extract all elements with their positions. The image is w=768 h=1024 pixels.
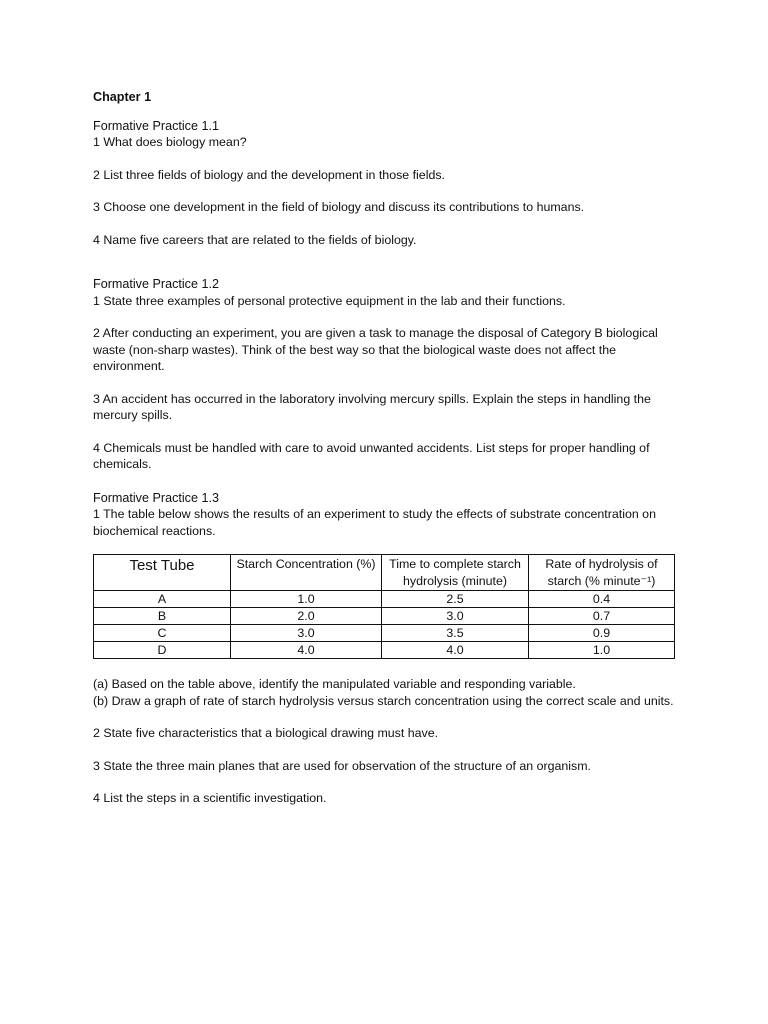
question-1-3-2: 2 State five characteristics that a biological drawing must have. [93, 726, 439, 740]
header-time-to-complete: Time to complete starch hydrolysis (minute) [382, 555, 529, 591]
table-cell: 3.0 [382, 608, 529, 625]
question-1-1-2: 2 List three fields of biology and the development in those fields. [93, 167, 445, 182]
header-rate-of-hydrolysis: Rate of hydrolysis of starch (% minute⁻¹) [529, 555, 675, 591]
table-row [94, 608, 675, 625]
table-cell: 4.0 [382, 642, 529, 659]
question-1-1-3: 3 Choose one development in the field of biology and discuss its contributions to humans. [93, 200, 585, 214]
document-content [93, 89, 683, 807]
table-cell: 3.5 [382, 625, 529, 642]
table-cell: 4.0 [231, 642, 382, 659]
header-test-tube: Test Tube [94, 555, 231, 591]
question-1-2-4: 4 Chemicals must be handled with care to avoid unwanted accidents. List steps for proper handling of chemicals. [93, 440, 650, 471]
table-cell: 0.7 [529, 608, 675, 625]
chapter-title: Chapter 1 [93, 90, 152, 104]
table-cell: 3.0 [231, 625, 382, 642]
section-1-2 [93, 276, 683, 473]
table-cell: 1.0 [231, 591, 382, 608]
table-cell: B [94, 608, 231, 625]
section-title: Formative Practice 1.1 [93, 118, 219, 133]
question-1-3-1a: (a) Based on the table above, identify the manipulated variable and responding variable. [93, 677, 576, 691]
question-1-3-3: 3 State the three main planes that are used for observation of the structure of an organism. [93, 758, 591, 773]
results-table [93, 554, 675, 659]
section-title: Formative Practice 1.2 [93, 277, 219, 291]
table-row [94, 642, 675, 659]
question-1-1-1: 1 What does biology mean? [93, 135, 247, 149]
section-1-3 [93, 490, 683, 807]
question-1-2-1: 1 State three examples of personal protective equipment in the lab and their functions. [93, 293, 566, 308]
table-cell: 1.0 [529, 642, 675, 659]
question-1-3-4: 4 List the steps in a scientific investigation. [93, 791, 327, 805]
header-starch-concentration: Starch Concentration (%) [231, 555, 382, 591]
table-header-row [94, 555, 675, 591]
table-cell: C [94, 625, 231, 642]
table-row [94, 591, 675, 608]
question-1-2-3: 3 An accident has occurred in the laboratory involving mercury spills. Explain the steps in handling the mercury spills. [93, 391, 651, 422]
table-cell: 2.5 [382, 591, 529, 608]
table-row [94, 625, 675, 642]
question-1-3-1: 1 The table below shows the results of an experiment to study the effects of substrate concentration on biochemical reactions. [93, 507, 656, 538]
question-1-1-4: 4 Name five careers that are related to the fields of biology. [93, 232, 417, 247]
section-1-1 [93, 118, 683, 249]
section-title: Formative Practice 1.3 [93, 490, 219, 505]
table-cell: 2.0 [231, 608, 382, 625]
table-cell: 0.4 [529, 591, 675, 608]
question-1-3-1b: (b) Draw a graph of rate of starch hydrolysis versus starch concentration using the correct scale and units. [93, 693, 674, 708]
table-cell: A [94, 591, 231, 608]
question-1-2-2: 2 After conducting an experiment, you are given a task to manage the disposal of Category B biological waste (non-sharp wastes). Think of the best way so that the biological waste does not affect the environment. [93, 326, 658, 373]
table-cell: D [94, 642, 231, 659]
table-cell: 0.9 [529, 625, 675, 642]
